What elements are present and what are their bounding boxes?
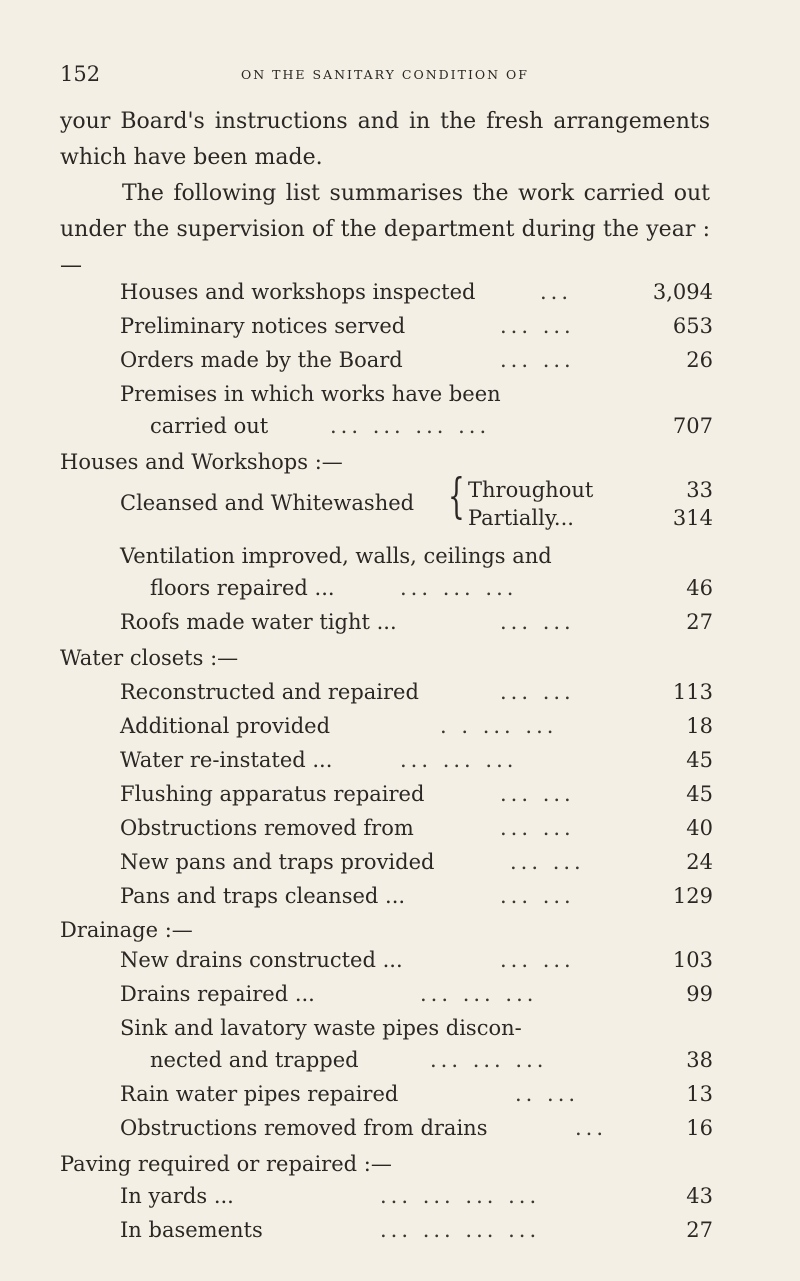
intro-paragraph-summary: The following list summarises the work carried out under the supervision of the department during the year :— (60, 181, 710, 278)
row-label: In basements (120, 1218, 263, 1242)
row-label: Reconstructed and repaired (120, 680, 419, 704)
row-wc-reconstructed (0, 676, 800, 708)
row-sink-line2 (0, 1044, 800, 1076)
row-value: 18 (686, 714, 713, 738)
row-label: floors repaired ... (150, 576, 335, 600)
row-label: New drains constructed ... (120, 948, 403, 972)
row-value: 113 (672, 680, 713, 704)
leader-dots: ... ... (500, 610, 575, 634)
section-heading-paving (0, 1148, 800, 1180)
row-wc-obstructions (0, 812, 800, 844)
row-value: 27 (686, 1218, 713, 1242)
section-heading: Water closets :— (60, 646, 239, 670)
sub-label-throughout: Throughout (468, 478, 594, 502)
row-wc-new-pans (0, 846, 800, 878)
sub-label-partially: Partially... (468, 506, 574, 530)
page-header (60, 62, 710, 92)
row-value: 3,094 (652, 280, 713, 304)
row-value: 43 (686, 1184, 713, 1208)
row-value: 24 (686, 850, 713, 874)
leader-dots: ... ... ... (420, 982, 538, 1006)
row-label: nected and trapped (150, 1048, 359, 1072)
leader-dots: .. ... (515, 1082, 580, 1106)
row-value: 27 (686, 610, 713, 634)
section-heading: Drainage :— (60, 918, 193, 942)
leader-dots: ... ... (500, 348, 575, 372)
row-drains-repaired (0, 978, 800, 1010)
row-paving-yards (0, 1180, 800, 1212)
leader-dots: ... (575, 1116, 608, 1140)
row-wc-flushing (0, 778, 800, 810)
row-label: Additional provided (120, 714, 331, 738)
row-label: Ventilation improved, walls, ceilings and (120, 544, 552, 568)
running-head: ON THE SANITARY CONDITION OF (241, 67, 529, 82)
row-paving-basements (0, 1214, 800, 1246)
row-value: 99 (686, 982, 713, 1006)
leader-dots: ... ... (500, 884, 575, 908)
leader-dots: ... ... (500, 782, 575, 806)
row-label: Sink and lavatory waste pipes discon- (120, 1016, 522, 1040)
row-label: New pans and traps provided (120, 850, 435, 874)
row-houses-inspected (0, 276, 800, 308)
row-premises-line1 (0, 378, 800, 410)
section-heading: Houses and Workshops :— (60, 450, 343, 474)
leader-dots: ... ... ... (400, 748, 518, 772)
leader-dots: ... ... (500, 680, 575, 704)
section-heading-water-closets (0, 642, 800, 674)
row-label: Orders made by the Board (120, 348, 403, 372)
row-label: Roofs made water tight ... (120, 610, 397, 634)
row-sink-line1 (0, 1012, 800, 1044)
section-heading-drainage (0, 914, 800, 946)
row-new-drains (0, 944, 800, 976)
leader-dots: ... ... ... ... (380, 1184, 541, 1208)
row-value: 653 (672, 314, 713, 338)
leader-dots: ... ... (500, 816, 575, 840)
row-value: 26 (686, 348, 713, 372)
row-label: Preliminary notices served (120, 314, 406, 338)
row-roofs (0, 606, 800, 638)
row-orders-made (0, 344, 800, 376)
section-heading: Paving required or repaired :— (60, 1152, 392, 1176)
row-label: Water re-instated ... (120, 748, 333, 772)
row-label: Obstructions removed from (120, 816, 414, 840)
row-label: carried out (150, 414, 269, 438)
row-value: 40 (686, 816, 713, 840)
leader-dots: ... ... (500, 314, 575, 338)
row-value: 103 (672, 948, 713, 972)
row-label: Flushing apparatus repaired (120, 782, 425, 806)
brace-symbol: { (448, 468, 465, 524)
row-value: 45 (686, 748, 713, 772)
row-value: 16 (686, 1116, 713, 1140)
row-label: Cleansed and Whitewashed (120, 491, 415, 515)
row-rain-water (0, 1078, 800, 1110)
row-wc-pans-cleansed (0, 880, 800, 912)
leader-dots: ... ... (500, 948, 575, 972)
row-wc-water-reinstated (0, 744, 800, 776)
row-preliminary-notices (0, 310, 800, 342)
row-ventilation-line1 (0, 540, 800, 572)
row-wc-additional (0, 710, 800, 742)
row-obstructions-drains (0, 1112, 800, 1144)
leader-dots: . . ... ... (440, 714, 558, 738)
row-value: 707 (672, 414, 713, 438)
row-value: 129 (672, 884, 713, 908)
row-value: 38 (686, 1048, 713, 1072)
row-label: Premises in which works have been (120, 382, 501, 406)
row-label: Pans and traps cleansed ... (120, 884, 406, 908)
leader-dots: ... ... ... ... (330, 414, 491, 438)
leader-dots: ... ... ... ... (380, 1218, 541, 1242)
leader-dots: ... ... ... (430, 1048, 548, 1072)
row-label: Rain water pipes repaired (120, 1082, 399, 1106)
row-label: Houses and workshops inspected (120, 280, 476, 304)
leader-dots: ... ... (510, 850, 585, 874)
row-label: In yards ... (120, 1184, 234, 1208)
row-value-partially: 314 (672, 506, 713, 530)
row-cleansed-whitewashed (0, 468, 800, 534)
row-premises-line2 (0, 410, 800, 442)
leader-dots: ... (540, 280, 573, 304)
row-label: Obstructions removed from drains (120, 1116, 488, 1140)
row-value-throughout: 33 (686, 478, 713, 502)
row-ventilation-line2 (0, 572, 800, 604)
leader-dots: ... ... ... (400, 576, 518, 600)
row-value: 45 (686, 782, 713, 806)
row-label: Drains repaired ... (120, 982, 315, 1006)
page-number: 152 (60, 62, 101, 86)
intro-paragraph-continuation: your Board's instructions and in the fresh arrangements which have been made. (60, 109, 710, 170)
row-value: 46 (686, 576, 713, 600)
row-value: 13 (686, 1082, 713, 1106)
